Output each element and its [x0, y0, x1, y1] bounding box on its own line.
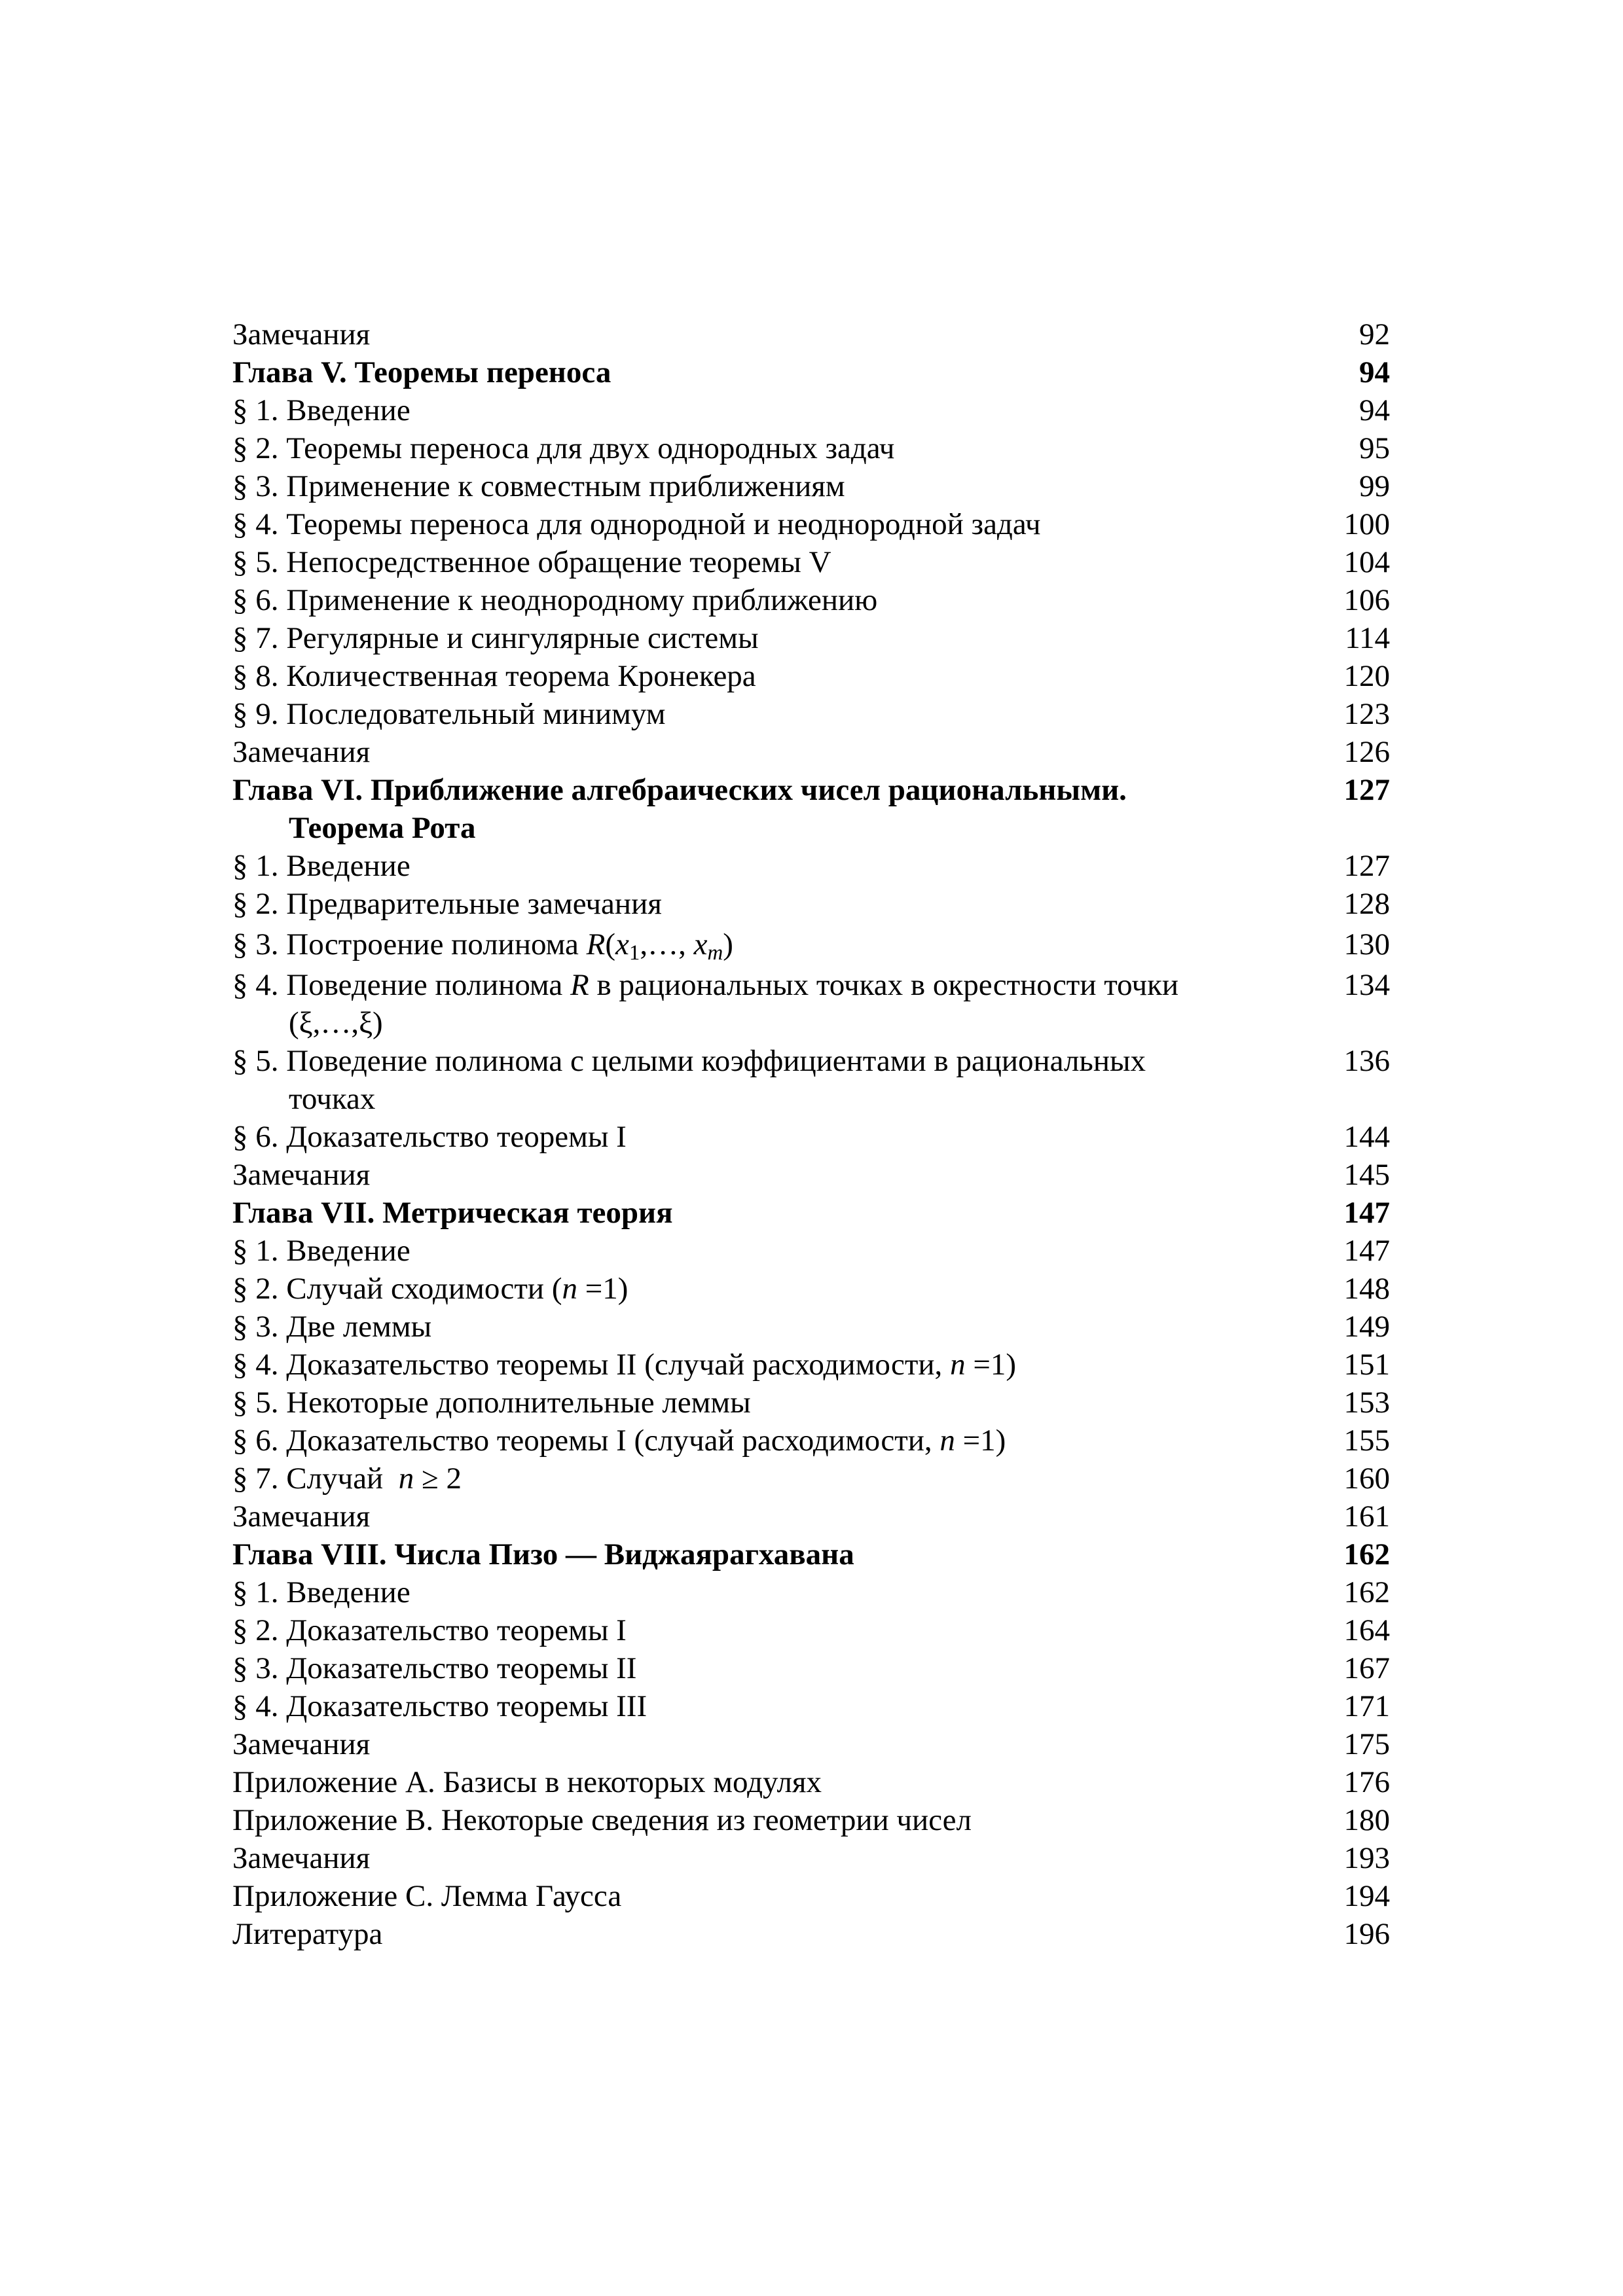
- toc-entry-title: Замечания: [232, 1841, 371, 1875]
- toc-entry: [232, 315, 1398, 353]
- toc-chapter-title-block: [232, 771, 1259, 847]
- toc-entry-page: 126: [1343, 735, 1390, 769]
- toc-entry-title: § 1. Введение: [232, 849, 410, 883]
- toc-entry-page: 193: [1343, 1841, 1390, 1875]
- toc-entry: [232, 1308, 1398, 1346]
- toc-entry: [232, 391, 1398, 429]
- toc-entry: [232, 429, 1398, 467]
- toc-entry-title: § 2. Доказательство теоремы I: [232, 1613, 627, 1647]
- toc-entry-page: 148: [1343, 1272, 1390, 1306]
- toc-chapter-title: Глава VIII. Числа Пизо — Виджаярагхавана: [232, 1537, 854, 1571]
- toc-entry-page: 171: [1343, 1689, 1390, 1723]
- toc-entry-title: § 4. Доказательство теоремы III: [232, 1689, 647, 1723]
- toc-entry-page: 176: [1343, 1765, 1390, 1799]
- toc-entry-title-block: [232, 1460, 1259, 1498]
- math-paren-open: (: [605, 927, 615, 961]
- toc-entry-title-block: [232, 1346, 1259, 1384]
- toc-entry-title-text: § 4. Доказательство теоремы II (случай расходимости,: [232, 1348, 951, 1382]
- toc-entry-page: 106: [1343, 583, 1390, 617]
- toc-entry-title: § 2. Предварительные замечания: [232, 887, 662, 921]
- toc-entry-title: § 3. Применение к совместным приближениям: [232, 469, 845, 503]
- toc-entry-title: § 4. Теоремы переноса для однородной и неоднородной задач: [232, 507, 1041, 541]
- toc-entry: [232, 619, 1398, 657]
- toc-entry: [232, 1384, 1398, 1422]
- toc-entry-page: 99: [1359, 469, 1390, 503]
- toc-chapter-heading: [232, 771, 1398, 847]
- toc-entry-title-text: =1): [577, 1272, 629, 1306]
- toc-entry-title-text: § 7. Случай: [232, 1462, 399, 1496]
- math-variable-n: n: [562, 1272, 577, 1306]
- toc-entry-title-text: § 5. Поведение полинома с целыми коэффициентами в рациональных: [232, 1044, 1146, 1078]
- toc-entry-page: 162: [1343, 1575, 1390, 1609]
- toc-entry-title: § 5. Некоторые дополнительные леммы: [232, 1386, 751, 1420]
- toc-entry-title: Приложение А. Базисы в некоторых модулях: [232, 1765, 822, 1799]
- toc-entry-title-block: [232, 966, 1259, 1042]
- toc-entry: [232, 1611, 1398, 1649]
- toc-entry: [232, 1156, 1398, 1194]
- toc-entry-title-text: § 4. Поведение полинома: [232, 968, 570, 1002]
- toc-entry: [232, 847, 1398, 885]
- toc-entry-page: 175: [1343, 1727, 1390, 1761]
- toc-chapter-heading: [232, 1535, 1398, 1573]
- toc-entry-title-text: ≥ 2: [414, 1462, 462, 1496]
- math-subscript-m: m: [707, 941, 723, 965]
- toc-entry-page: 114: [1345, 621, 1390, 655]
- toc-entry-page: 167: [1343, 1651, 1390, 1685]
- toc-entry-page: 180: [1343, 1803, 1390, 1837]
- toc-entry-title-text: =1): [955, 1424, 1006, 1458]
- toc-entry: [232, 581, 1398, 619]
- table-of-contents: [232, 315, 1398, 1953]
- toc-entry-page: 147: [1343, 1234, 1390, 1268]
- toc-entry-title: § 2. Теоремы переноса для двух однородных задач: [232, 431, 895, 465]
- toc-entry-page: 95: [1359, 431, 1390, 465]
- toc-entry-title: § 1. Введение: [232, 1575, 410, 1609]
- toc-entry-page: 123: [1343, 697, 1390, 731]
- toc-entry-title-block: [232, 923, 1259, 966]
- toc-entry-title-text: § 6. Доказательство теоремы I (случай расходимости,: [232, 1424, 940, 1458]
- toc-chapter-title: Глава V. Теоремы переноса: [232, 355, 611, 389]
- toc-entry-title-text: § 2. Случай сходимости (: [232, 1272, 562, 1306]
- toc-chapter-title: Глава VII. Метрическая теория: [232, 1196, 673, 1230]
- toc-entry-title: Замечания: [232, 1727, 371, 1761]
- toc-entry: [232, 1687, 1398, 1725]
- math-variable-n: n: [398, 1462, 414, 1496]
- toc-entry: [232, 695, 1398, 733]
- toc-chapter-heading: [232, 353, 1398, 391]
- toc-chapter-page: 147: [1343, 1196, 1390, 1230]
- math-variable-r: R: [586, 927, 606, 961]
- toc-entry-title-text: § 3. Построение полинома: [232, 927, 587, 961]
- toc-entry: [232, 1270, 1398, 1308]
- toc-entry: [232, 885, 1398, 923]
- toc-entry-page: 120: [1343, 659, 1390, 693]
- toc-chapter-title: Глава VI. Приближение алгебраических чисел рациональными.: [232, 773, 1127, 807]
- toc-entry-page: 100: [1343, 507, 1390, 541]
- toc-chapter-title-continuation: Теорема Рота: [289, 811, 476, 845]
- toc-entry: [232, 1460, 1398, 1498]
- toc-entry-title-block: [232, 1042, 1259, 1118]
- toc-entry: [232, 657, 1398, 695]
- toc-entry-page: 160: [1343, 1462, 1390, 1496]
- toc-entry-title: Приложение В. Некоторые сведения из геометрии чисел: [232, 1803, 972, 1837]
- toc-entry-title: Замечания: [232, 1499, 371, 1534]
- math-variable-n: n: [950, 1348, 966, 1382]
- toc-entry-page: 196: [1343, 1917, 1390, 1951]
- math-ellipsis: ,…,: [640, 927, 694, 961]
- toc-entry-page: 151: [1343, 1348, 1390, 1382]
- math-variable-x1: x: [615, 927, 629, 961]
- toc-entry-page: 164: [1343, 1613, 1390, 1647]
- toc-entry-title: § 1. Введение: [232, 1234, 410, 1268]
- toc-entry-title: § 8. Количественная теорема Кронекера: [232, 659, 756, 693]
- toc-chapter-page: 94: [1359, 355, 1390, 389]
- toc-entry-title: § 9. Последовательный минимум: [232, 697, 666, 731]
- math-variable-xm: x: [693, 927, 708, 961]
- toc-entry: [232, 1649, 1398, 1687]
- toc-entry-title: § 3. Две леммы: [232, 1310, 432, 1344]
- toc-entry-title: Литература: [232, 1917, 383, 1951]
- toc-entry-page: 149: [1343, 1310, 1390, 1344]
- toc-entry-page: 155: [1343, 1424, 1390, 1458]
- toc-chapter-heading: [232, 1194, 1398, 1232]
- toc-entry: [232, 1763, 1398, 1801]
- toc-entry-page: 94: [1359, 393, 1390, 427]
- toc-entry: [232, 1725, 1398, 1763]
- toc-entry-title: Приложение С. Лемма Гаусса: [232, 1879, 622, 1913]
- toc-entry: [232, 1498, 1398, 1535]
- toc-entry: [232, 543, 1398, 581]
- toc-entry-title: § 3. Доказательство теоремы II: [232, 1651, 637, 1685]
- toc-entry-title: § 6. Доказательство теоремы I: [232, 1120, 627, 1154]
- toc-entry: [232, 1422, 1398, 1460]
- toc-entry-title-text: в рациональных точках в окрестности точки: [589, 968, 1179, 1002]
- toc-entry-title: § 7. Регулярные и сингулярные системы: [232, 621, 759, 655]
- toc-entry-title-continuation: точках: [289, 1082, 376, 1116]
- toc-entry: [232, 733, 1398, 771]
- toc-entry-title-text: =1): [965, 1348, 1016, 1382]
- toc-entry-title: § 6. Применение к неоднородному приближению: [232, 583, 878, 617]
- math-variable-r: R: [570, 968, 589, 1002]
- toc-entry-page: 161: [1343, 1499, 1390, 1534]
- toc-entry-page: 134: [1343, 968, 1390, 1002]
- toc-entry-title: Замечания: [232, 735, 371, 769]
- toc-entry-page: 128: [1343, 887, 1390, 921]
- math-paren-close: ): [723, 927, 733, 961]
- toc-entry-page: 104: [1343, 545, 1390, 579]
- toc-entry: [232, 1346, 1398, 1384]
- toc-entry-page: 144: [1343, 1120, 1390, 1154]
- toc-entry-title: Замечания: [232, 1158, 371, 1192]
- toc-entry-title-continuation: (ξ,…,ξ): [289, 1006, 383, 1040]
- toc-entry-page: 136: [1343, 1044, 1390, 1078]
- toc-entry: [232, 505, 1398, 543]
- toc-entry-title: Замечания: [232, 317, 371, 351]
- toc-entry: [232, 1232, 1398, 1270]
- math-variable-n: n: [939, 1424, 955, 1458]
- toc-entry-title: § 1. Введение: [232, 393, 410, 427]
- toc-entry-page: 130: [1343, 927, 1390, 961]
- toc-entry: [232, 1839, 1398, 1877]
- toc-entry-title-block: [232, 1422, 1259, 1460]
- toc-entry-page: 153: [1343, 1386, 1390, 1420]
- toc-entry-page: 194: [1343, 1879, 1390, 1913]
- toc-entry-page: 145: [1343, 1158, 1390, 1192]
- toc-entry-title: § 5. Непосредственное обращение теоремы V: [232, 545, 831, 579]
- math-subscript-1: 1: [629, 941, 640, 965]
- toc-entry: [232, 1801, 1398, 1839]
- toc-entry: [232, 1915, 1398, 1953]
- toc-entry: [232, 966, 1398, 1042]
- toc-entry: [232, 1573, 1398, 1611]
- toc-entry: [232, 1118, 1398, 1156]
- toc-chapter-page: 127: [1343, 773, 1390, 807]
- toc-entry: [232, 467, 1398, 505]
- toc-chapter-page: 162: [1343, 1537, 1390, 1571]
- toc-entry: [232, 1877, 1398, 1915]
- toc-entry-page: 127: [1343, 849, 1390, 883]
- toc-entry-page: 92: [1359, 317, 1390, 351]
- toc-entry: [232, 923, 1398, 966]
- toc-entry: [232, 1042, 1398, 1118]
- toc-entry-title-block: [232, 1270, 1259, 1308]
